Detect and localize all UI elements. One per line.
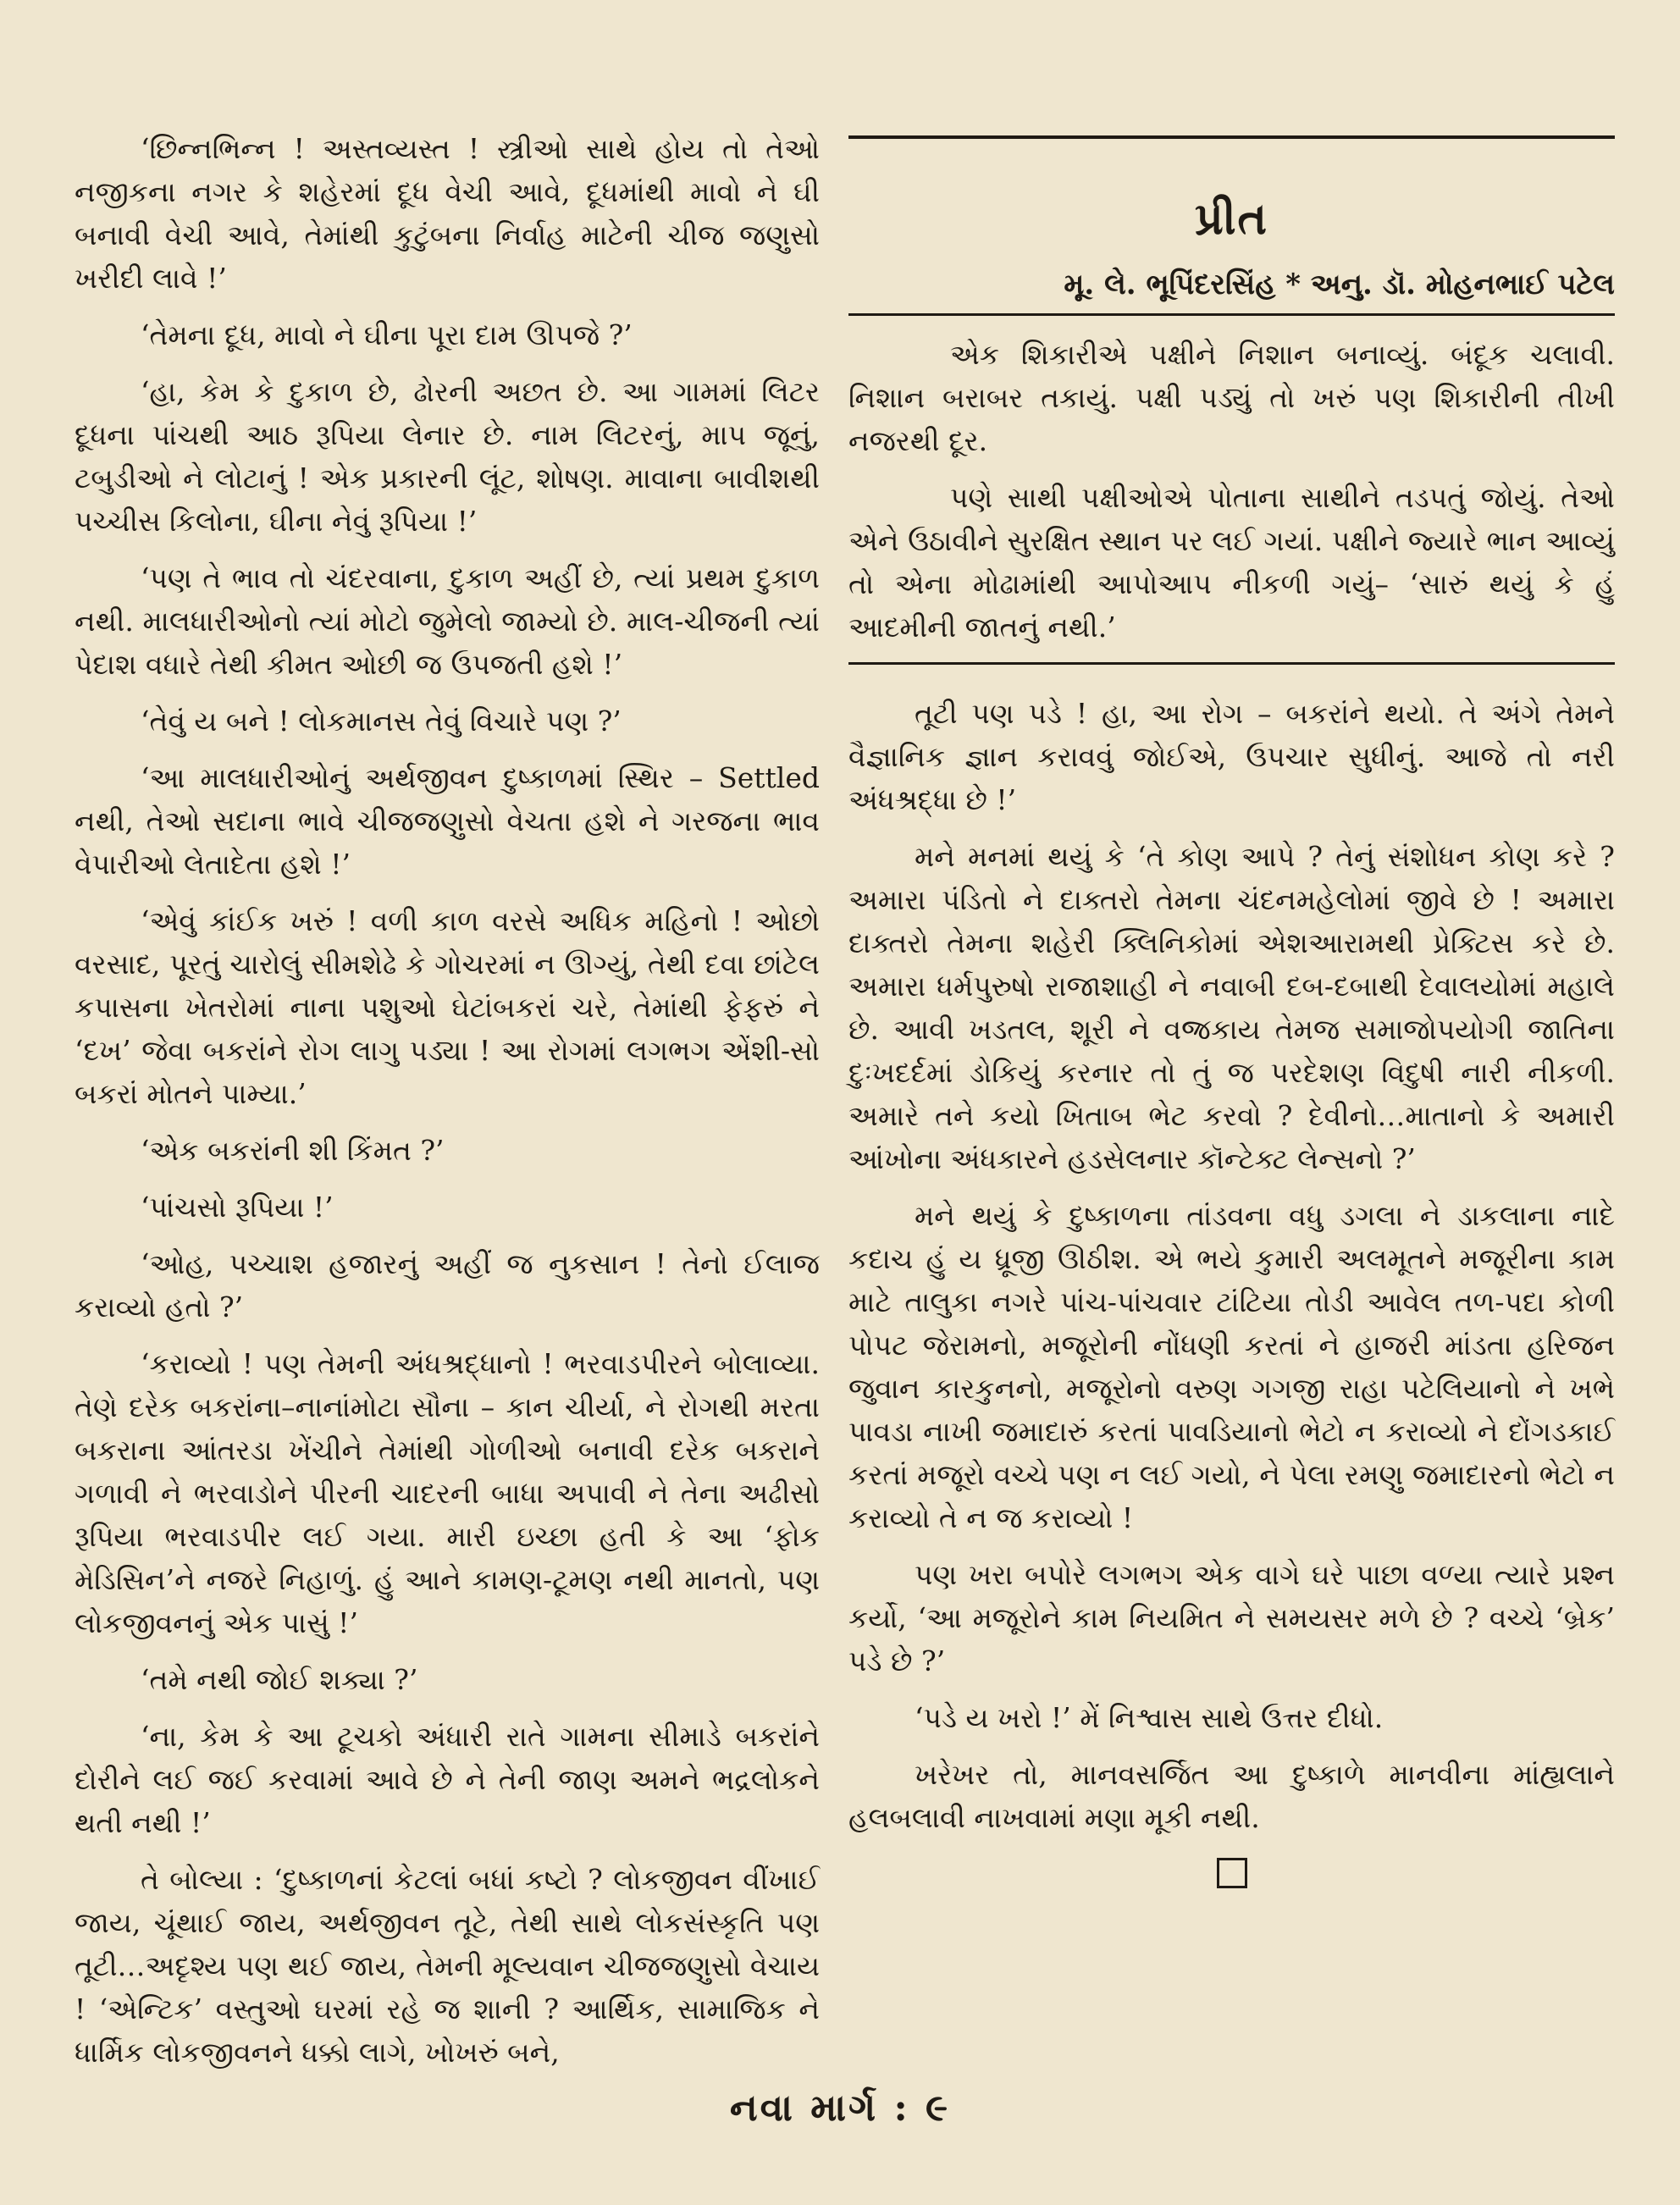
paragraph: ‘આ માલધારીઓનું અર્થજીવન દુષ્કાળમાં સ્થિર – Settled નથી, તેઓ સદાના ભાવે ચીજજણુસો વેચતા હશે ને ગરજના ભાવ વેપારીઓ લેતાદેતા હશે !’: [75, 761, 820, 881]
end-of-article-mark: [1217, 1858, 1247, 1888]
continued-text: [848, 692, 1615, 1888]
paragraph: તૂટી પણ પડે ! હા, આ રોગ – બકરાંને થયો. તે અંગે તેમને વૈજ્ઞાનિક જ્ઞાન કરાવવું જોઈએ, ઉપચાર સુધીનું. આજે તો નરી અંધશ્રદ્ધા છે !’: [848, 697, 1615, 816]
paragraph: ‘હા, કેમ કે દુકાળ છે, ઢોરની અછત છે. આ ગામમાં લિટર દૂધના પાંચથી આઠ રૂપિયા લેનાર છે. નામ લિટરનું, માપ જૂનું, ટબુડીઓ ને લોટાનું ! એક પ્રકારની લૂંટ, શોષણ. માવાના બાવીશથી પચ્ચીસ કિલોના, ઘીના નેવું રૂપિયા !’: [75, 375, 820, 538]
byline-rule: [848, 313, 1615, 316]
paragraph: ‘પાંચસો રૂપિયા !’: [141, 1191, 334, 1224]
paragraph: પણ ખરા બપોરે લગભગ એક વાગે ઘરે પાછા વળ્યા ત્યારે પ્રશ્ન કર્યો, ‘આ મજૂરોને કામ નિયમિત ને સમયસર મળે છે ? વચ્ચે ‘બ્રેક’ પડે છે ?’: [848, 1558, 1615, 1677]
paragraph: ‘તેમના દૂધ, માવો ને ઘીના પૂરા દામ ઊપજે ?’: [141, 318, 633, 351]
story-title: પ્રીત: [1194, 193, 1269, 245]
paragraph: ખરેખર તો, માનવસર્જિત આ દુષ્કાળે માનવીના માંહ્યલાને હલબલાવી નાખવામાં મણા મૂકી નથી.: [848, 1758, 1615, 1834]
right-column: [848, 135, 1615, 1888]
paragraph: ‘છિન્નભિન્ન ! અસ્તવ્યસ્ત ! સ્ત્રીઓ સાથે હોય તો તેઓ નજીકના નગર કે શહેરમાં દૂધ વેચી આવે, દૂધમાંથી માવો ને ઘી બનાવી વેચી આવે, તેમાંથી કુટુંબના નિર્વાહ માટેની ચીજ જણુસો ખરીદી લાવે !’: [75, 132, 820, 295]
paragraph: ‘ના, કેમ કે આ ટૂચકો અંધારી રાતે ગામના સીમાડે બકરાંને દોરીને લઈ જઈ કરવામાં આવે છે ને તેની જાણ અમને ભદ્રલોકને થતી નથી !’: [75, 1720, 820, 1839]
paragraph: ‘તેવું ય બને ! લોકમાનસ તેવું વિચારે પણ ?’: [141, 705, 622, 738]
page-footer: નવા માર્ગ : ૯: [729, 2086, 951, 2130]
story-byline: મૂ. લે. ભૂપિંદરસિંહ * અનુ. ડૉ. મોહનભાઈ પટેલ: [1064, 268, 1615, 301]
paragraph: ‘પણ તે ભાવ તો ચંદરવાના, દુકાળ અહીં છે, ત્યાં પ્રથમ દુકાળ નથી. માલધારીઓનો ત્યાં મોટો જુમેલો જામ્યો છે. માલ-ચીજની ત્યાં પેદાશ વધારે તેથી કીમત ઓછી જ ઉપજતી હશે !’: [75, 561, 820, 681]
paragraph: ‘તમે નથી જોઈ શક્યા ?’: [141, 1663, 418, 1696]
story-paragraph: એક શિકારીએ પક્ષીને નિશાન બનાવ્યું. બંદૂક ચલાવી. નિશાન બરાબર તકાયું. પક્ષી પડ્યું તો ખરું પણ શિકારીની તીખી નજરથી દૂર.: [848, 338, 1615, 457]
paragraph: ‘પડે ય ખરો !’ મેં નિશ્વાસ સાથે ઉત્તર દીધો.: [915, 1701, 1384, 1734]
top-rule: [848, 135, 1615, 139]
bottom-rule: [848, 662, 1615, 665]
paragraph: ‘કરાવ્યો ! પણ તેમની અંધશ્રદ્ધાનો ! ભરવાડપીરને બોલાવ્યા. તેણે દરેક બકરાંના–નાનાંમોટા સૌના – કાન ચીર્યા, ને રોગથી મરતા બકરાના આંતરડા ખેંચીને તેમાંથી ગોળીઓ બનાવી દરેક બકરાને ગળાવી ને ભરવાડોને પીરની ચાદરની બાધા અપાવી ને તેના અઢીસો રૂપિયા ભરવાડપીર લઈ ગયા. મારી ઇચ્છા હતી કે આ ‘ફોક મેડિસિન’ને નજરે નિહાળું. હું આને કામણ-ટૂમણ નથી માનતો, પણ લોકજીવનનું એક પાસું !’: [75, 1347, 820, 1639]
boxed-story: [848, 135, 1615, 670]
paragraph: મને મનમાં થયું કે ‘તે કોણ આપે ? તેનું સંશોધન કોણ કરે ? અમારા પંડિતો ને દાક્તરો તેમના ચંદનમહેલોમાં જીવે છે ! અમારા દાક્તરો તેમના શહેરી ક્લિનિકોમાં એશઆરામથી પ્રેક્ટિસ કરે છે. અમારા ધર્મપુરુષો રાજાશાહી ને નવાબી દબ-દબાથી દેવાલયોમાં મહાલે છે. આવી ખડતલ, શૂરી ને વજ્રકાય તેમજ સમાજોપયોગી જાતિના દુઃખદર્દમાં ડોકિયું કરનાર તો તું જ પરદેશણ વિદુષી નારી નીકળી. અમારે તને કયો ખિતાબ ભેટ કરવો ? દેવીનો…માતાનો કે અમારી આંખોના અંધકારને હડસેલનાર કૉન્ટેક્ટ લેન્સનો ?’: [848, 840, 1616, 1175]
paragraph: ‘ઓહ, પચ્ચાશ હજારનું અહીં જ નુકસાન ! તેનો ઈલાજ કરાવ્યો હતો ?’: [75, 1247, 820, 1324]
paragraph: ‘એક બકરાંની શી કિંમત ?’: [141, 1134, 445, 1167]
paragraph: તે બોલ્યા : ‘દુષ્કાળનાં કેટલાં બધાં કષ્ટો ? લોકજીવન વીંખાઈ જાય, ચૂંથાઈ જાય, અર્થજીવન તૂટે, તેથી સાથે લોકસંસ્કૃતિ પણ તૂટી…અદૃશ્ય પણ થઈ જાય, તેમની મૂલ્યવાન ચીજજણુસો વેચાય ! ‘એન્ટિક’ વસ્તુઓ ઘરમાં રહે જ શાની ? આર્થિક, સામાજિક ને ધાર્મિક લોકજીવનને ધક્કો લાગે, ખોખરું બને,: [75, 1863, 820, 2069]
paragraph: મને થયું કે દુષ્કાળના તાંડવના વધુ ડગલા ને ડાકલાના નાદે કદાચ હું ય ધ્રૂજી ઊઠીશ. એ ભયે કુમારી અલમૂતને મજૂરીના કામ માટે તાલુકા નગરે પાંચ-પાંચવાર ટાંટિયા તોડી આવેલ તળ-પદા કોળી પોપટ જેરામનો, મજૂરોની નોંધણી કરતાં ને હાજરી માંડતા હરિજન જુવાન કારકુનનો, મજૂરોનો વરુણ ગગજી રાહા પટેલિયાનો ને ખભે પાવડા નાખી જમાદારું કરતાં પાવડિયાનો ભેટો ન કરાવ્યો ને દોંગડકાઈ કરતાં મજૂરો વચ્ચે પણ ન લઈ ગયો, ને પેલા રમણુ જમાદારનો ભેટો ન કરાવ્યો તે ન જ કરાવ્યો !: [848, 1199, 1615, 1534]
left-column: [75, 127, 820, 2087]
paragraph: ‘એવું કાંઈક ખરું ! વળી કાળ વરસે અધિક મહિનો ! ઓછો વરસાદ, પૂરતું ચારોલું સીમશેઢે કે ગોચરમાં ન ઊગ્યું, તેથી દવા છાંટેલ કપાસના ખેતરોમાં નાના પશુઓ ઘેટાંબકરાં ચરે, તેમાંથી ફેફરું ને ‘દખ’ જેવા બકરાંને રોગ લાગુ પડ્યા ! આ રોગમાં લગભગ એંશી-સો બકરાં મોતને પામ્યા.’: [75, 904, 820, 1110]
story-paragraph: પણે સાથી પક્ષીઓએ પોતાના સાથીને તડપતું જોયું. તેઓ એને ઉઠાવીને સુરક્ષિત સ્થાન પર લઈ ગયાં. પક્ષીને જ્યારે ભાન આવ્યું તો એના મોઢામાંથી આપોઆપ નીકળી ગયું– ‘સારું થયું કે હું આદમીની જાતનું નથી.’: [848, 481, 1615, 644]
